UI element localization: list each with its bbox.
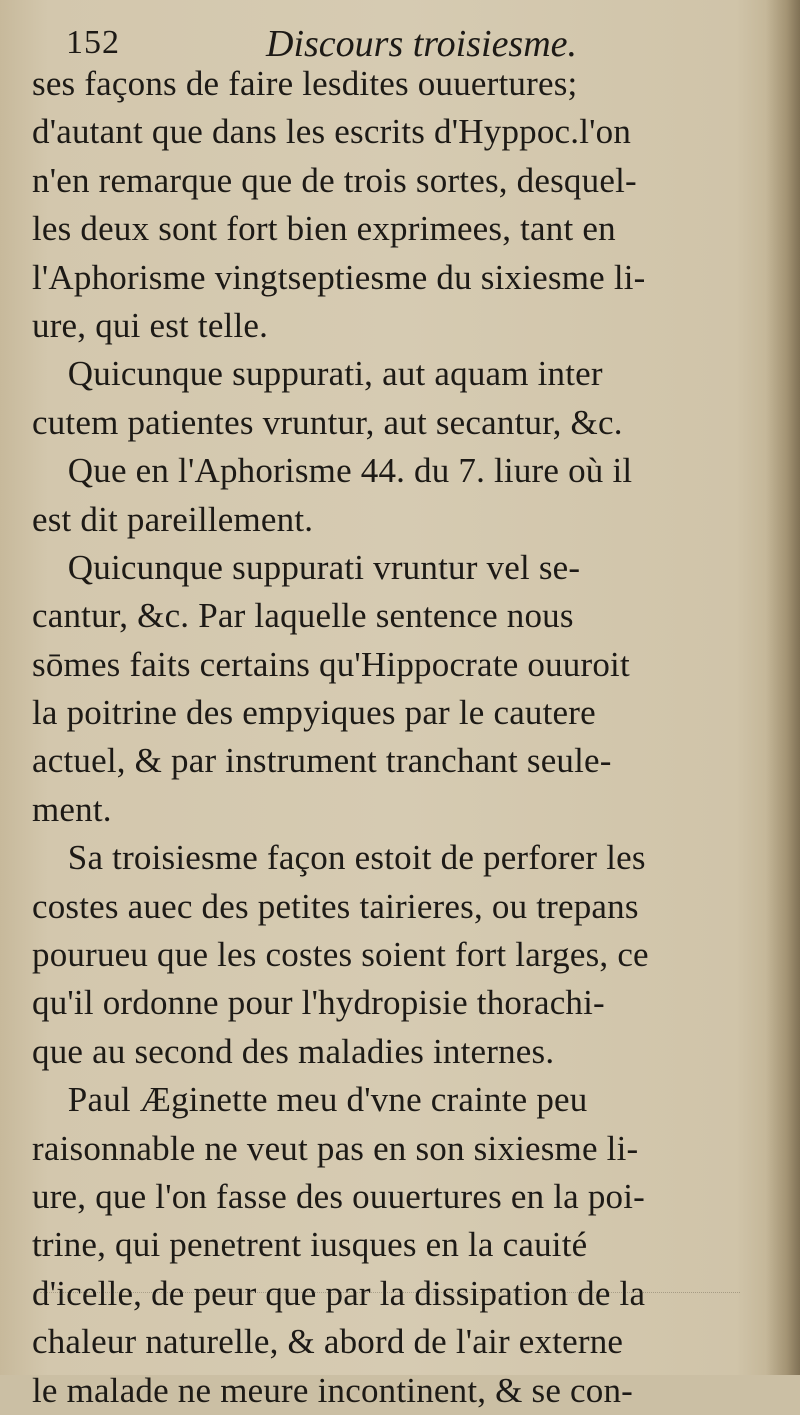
- page-spine-shadow: [766, 0, 800, 1375]
- text-line: n'en remarque que de trois sortes, desquel-: [32, 160, 637, 200]
- text-line: ses façons de faire lesdites ouuertures;: [32, 64, 578, 103]
- text-line: ure, que l'on fasse des ouuertures en la poi-: [32, 1176, 646, 1216]
- text-line: Paul Æginette meu d'vne crainte peu: [32, 1080, 588, 1120]
- text-line: Quicunque suppurati vruntur vel se-: [32, 547, 581, 587]
- text-line: cutem patientes vruntur, aut secantur, &c.: [32, 402, 623, 442]
- text-line: Sa troisiesme façon estoit de perforer les: [32, 838, 646, 878]
- page-header: [66, 18, 756, 66]
- text-line: raisonnable ne veut pas en son sixiesme li-: [32, 1128, 639, 1168]
- running-title: Discours troisiesme.: [266, 23, 578, 65]
- text-line: est dit pareillement.: [32, 499, 314, 539]
- text-line: pourueu que les costes soient fort larges, ce: [32, 935, 649, 975]
- text-line: trine, qui penetrent iusques en la cauité: [32, 1225, 588, 1265]
- page-number: 152: [66, 24, 120, 61]
- text-line: cantur, &c. Par laquelle sentence nous: [32, 596, 574, 636]
- text-line: ment.: [32, 789, 112, 829]
- text-line: le malade ne meure incontinent, & se con-: [32, 1370, 634, 1410]
- text-line: actuel, & par instrument tranchant seule-: [32, 741, 612, 781]
- text-line: que au second des maladies internes.: [32, 1031, 555, 1071]
- text-line: ure, qui est telle.: [32, 305, 269, 345]
- text-line: qu'il ordonne pour l'hydropisie thorachi-: [32, 983, 605, 1023]
- text-line: d'icelle, de peur que par la dissipation de la: [32, 1273, 646, 1313]
- text-line: d'autant que dans les escrits d'Hyppoc.l'on: [32, 112, 632, 152]
- show-through-bleed: [40, 1292, 740, 1315]
- text-line: l'Aphorisme vingtseptiesme du sixiesme li-: [32, 257, 646, 297]
- text-line: Que en l'Aphorisme 44. du 7. liure où il: [32, 451, 633, 491]
- text-line: chaleur naturelle, & abord de l'air externe: [32, 1322, 624, 1362]
- text-line: Quicunque suppurati, aut aquam inter: [32, 354, 603, 394]
- text-line: costes auec des petites tairieres, ou trepans: [32, 886, 639, 926]
- text-line: la poitrine des empyiques par le cautere: [32, 693, 596, 733]
- body-text: [32, 60, 762, 1415]
- text-line: sōmes faits certains qu'Hippocrate ouuroit: [32, 644, 630, 684]
- text-line: les deux sont fort bien exprimees, tant en: [32, 209, 616, 249]
